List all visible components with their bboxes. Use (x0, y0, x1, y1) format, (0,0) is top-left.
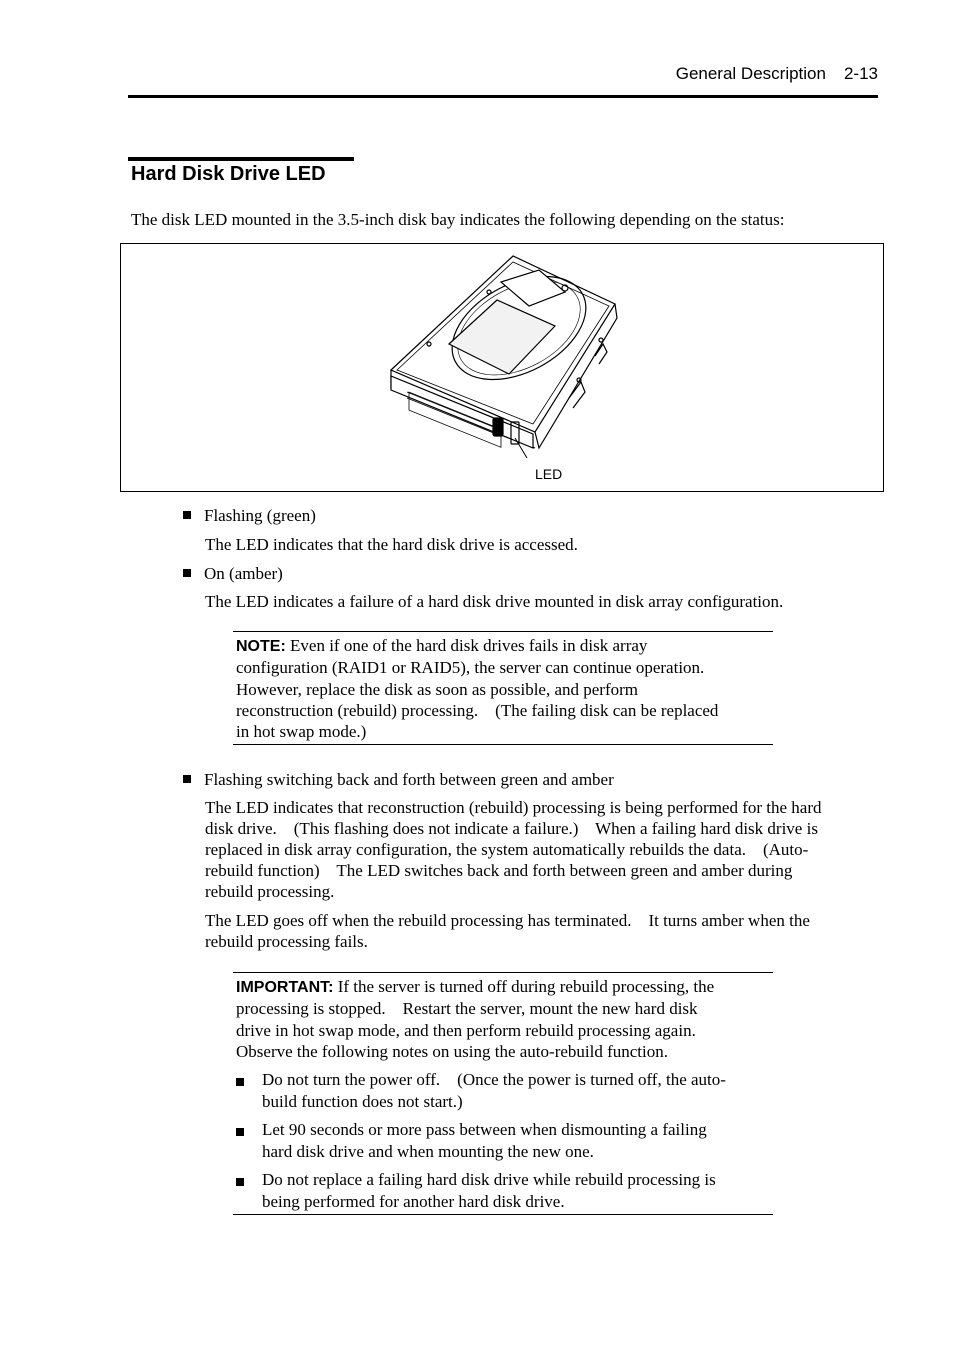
note-text-line: in hot swap mode.) (236, 722, 367, 742)
list-item (236, 1069, 769, 1112)
note-text-line: However, replace the disk as soon as possible, and perform (236, 679, 639, 699)
note-text-line: configuration (RAID1 or RAID5), the server can continue operation. (236, 658, 705, 678)
description-line: The LED indicates that reconstruction (rebuild) processing is being performed for the hard (205, 798, 822, 817)
state-description-2 (205, 910, 885, 952)
led-state-alternating (183, 769, 883, 791)
led-state-on-amber (183, 563, 883, 585)
list-item-line: build function does not start.) (262, 1091, 463, 1111)
state-title: Flashing (green) (204, 506, 316, 525)
state-title: On (amber) (204, 564, 283, 583)
list-item-line: being performed for another hard disk drive. (262, 1191, 565, 1211)
description-line: rebuild processing. (205, 882, 335, 901)
hdd-figure (120, 243, 884, 492)
square-bullet-icon (236, 1178, 244, 1186)
led-callout-label: LED (535, 466, 563, 482)
list-item-line: Do not turn the power off. (Once the power is turned off, the auto- (262, 1070, 726, 1090)
note-text-line: Even if one of the hard disk drives fails in disk array (285, 636, 648, 655)
state-title: Flashing switching back and forth between green and amber (204, 770, 614, 789)
section-title-bar (128, 157, 354, 161)
important-text-line: drive in hot swap mode, and then perform rebuild processing again. (236, 1020, 696, 1040)
note-label: NOTE: (236, 638, 286, 655)
header-section-name: General Description (675, 64, 826, 83)
square-bullet-icon (183, 569, 191, 577)
square-bullet-icon (183, 511, 191, 519)
led-state-flashing-green (183, 505, 883, 527)
state-description: The LED indicates that the hard disk drive is accessed. (205, 535, 578, 554)
square-bullet-icon (183, 775, 191, 783)
important-text-line: processing is stopped. Restart the server, mount the new hard disk (236, 999, 698, 1019)
description-line: rebuild function) The LED switches back and forth between green and amber during (205, 861, 793, 880)
list-item (236, 1119, 769, 1162)
list-item-line: Do not replace a failing hard disk drive while rebuild processing is (262, 1170, 716, 1190)
description-line: The LED goes off when the rebuild processing has terminated. It turns amber when the (205, 911, 810, 930)
note-box (233, 631, 773, 745)
header-rule (128, 95, 878, 98)
list-item-line: hard disk drive and when mounting the new one. (262, 1141, 594, 1161)
intro-paragraph: The disk LED mounted in the 3.5-inch disk bay indicates the following depending on the status: (131, 210, 785, 229)
description-line: replaced in disk array configuration, the system automatically rebuilds the data. (Auto- (205, 840, 809, 859)
important-list (236, 1069, 769, 1212)
square-bullet-icon (236, 1128, 244, 1136)
important-text-line: Observe the following notes on using the auto-rebuild function. (236, 1041, 668, 1061)
description-line: disk drive. (This flashing does not indicate a failure.) When a failing hard disk drive is (205, 819, 818, 838)
header-page-number: 2-13 (843, 64, 878, 83)
state-description (205, 797, 885, 902)
list-item (236, 1169, 769, 1212)
list-item-line: Let 90 seconds or more pass between when dismounting a failing (262, 1120, 707, 1140)
important-label: IMPORTANT: (236, 979, 334, 996)
page-header (128, 64, 878, 94)
description-line: rebuild processing fails. (205, 932, 368, 951)
note-text-line: reconstruction (rebuild) processing. (The failing disk can be replaced (236, 700, 719, 720)
hard-disk-drive-illustration (389, 252, 625, 462)
section-title: Hard Disk Drive LED (131, 163, 326, 185)
state-description: The LED indicates a failure of a hard disk drive mounted in disk array configuration. (205, 592, 784, 611)
square-bullet-icon (236, 1078, 244, 1086)
important-box (233, 972, 773, 1215)
important-text-line: If the server is turned off during rebuild processing, the (333, 977, 715, 996)
